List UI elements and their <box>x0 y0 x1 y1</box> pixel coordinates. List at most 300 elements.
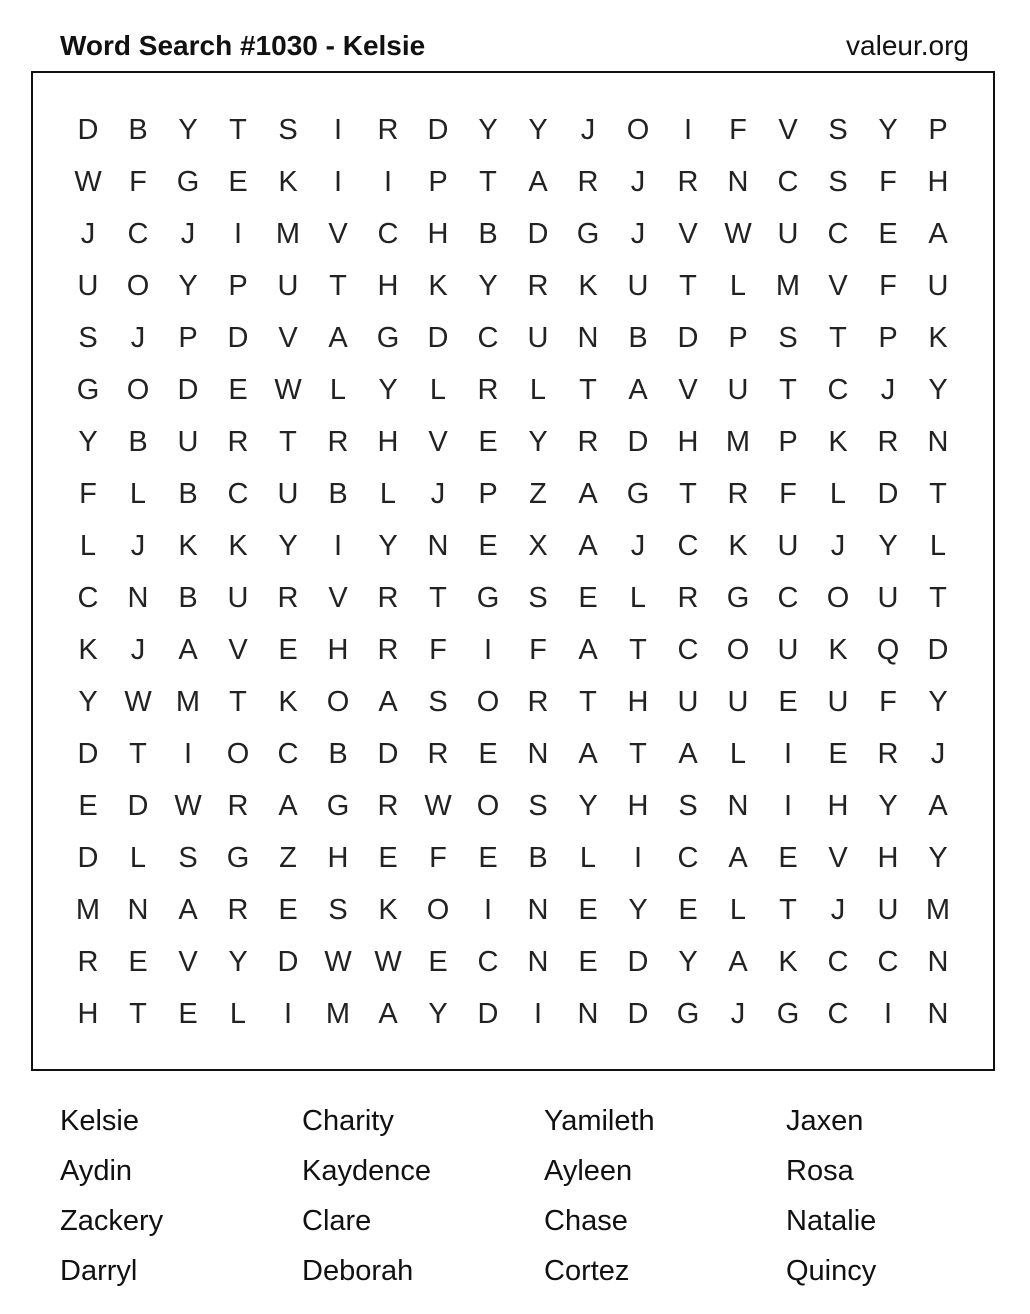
grid-cell[interactable]: N <box>527 893 549 926</box>
grid-cell[interactable]: Y <box>878 789 898 822</box>
grid-cell[interactable]: V <box>178 945 198 978</box>
grid-cell[interactable]: R <box>427 737 449 770</box>
grid-cell[interactable]: O <box>826 581 850 614</box>
grid-cell[interactable]: H <box>877 841 899 874</box>
grid-cell[interactable]: C <box>827 945 849 978</box>
grid-cell[interactable]: I <box>383 165 393 198</box>
grid-cell[interactable]: I <box>783 789 793 822</box>
grid-cell[interactable]: W <box>74 165 102 198</box>
grid-cell[interactable]: C <box>477 945 499 978</box>
grid-cell[interactable]: L <box>129 841 147 874</box>
grid-cell[interactable]: D <box>227 321 249 354</box>
grid-cell[interactable]: V <box>428 425 448 458</box>
grid-cell[interactable]: S <box>278 113 298 146</box>
grid-cell[interactable]: R <box>227 789 249 822</box>
grid-cell[interactable]: B <box>328 477 348 510</box>
grid-cell[interactable]: H <box>327 633 349 666</box>
grid-cell[interactable]: A <box>928 217 948 250</box>
grid-cell[interactable]: D <box>77 113 99 146</box>
grid-cell[interactable]: E <box>478 841 498 874</box>
grid-cell[interactable]: L <box>729 269 747 302</box>
grid-cell[interactable]: K <box>778 945 798 978</box>
grid-cell[interactable]: X <box>528 529 548 562</box>
grid-cell[interactable]: P <box>928 113 948 146</box>
grid-cell[interactable]: R <box>327 425 349 458</box>
grid-cell[interactable]: U <box>227 581 249 614</box>
grid-cell[interactable]: R <box>577 165 599 198</box>
grid-cell[interactable]: O <box>626 113 650 146</box>
grid-cell[interactable]: D <box>427 321 449 354</box>
grid-cell[interactable]: I <box>783 737 793 770</box>
grid-cell[interactable]: G <box>576 217 600 250</box>
grid-cell[interactable]: I <box>333 529 343 562</box>
grid-cell[interactable]: Y <box>528 113 548 146</box>
grid-cell[interactable]: E <box>228 165 248 198</box>
grid-cell[interactable]: Y <box>378 373 398 406</box>
grid-cell[interactable]: H <box>377 269 399 302</box>
grid-cell[interactable]: U <box>827 685 849 718</box>
grid-cell[interactable]: C <box>127 217 149 250</box>
grid-cell[interactable]: N <box>927 425 949 458</box>
grid-cell[interactable]: S <box>78 321 98 354</box>
grid-cell[interactable]: K <box>578 269 598 302</box>
grid-cell[interactable]: D <box>627 945 649 978</box>
grid-cell[interactable]: P <box>728 321 748 354</box>
grid-cell[interactable]: P <box>228 269 248 302</box>
grid-cell[interactable]: A <box>528 165 548 198</box>
grid-cell[interactable]: J <box>430 477 446 510</box>
grid-cell[interactable]: F <box>79 477 97 510</box>
grid-cell[interactable]: R <box>877 425 899 458</box>
grid-cell[interactable]: T <box>929 581 947 614</box>
grid-cell[interactable]: U <box>877 893 899 926</box>
grid-cell[interactable]: Y <box>878 529 898 562</box>
grid-cell[interactable]: L <box>579 841 597 874</box>
grid-cell[interactable]: B <box>178 477 198 510</box>
grid-cell[interactable]: I <box>183 737 193 770</box>
grid-cell[interactable]: E <box>828 737 848 770</box>
grid-cell[interactable]: W <box>424 789 452 822</box>
grid-cell[interactable]: F <box>879 165 897 198</box>
grid-cell[interactable]: T <box>579 685 597 718</box>
grid-cell[interactable]: I <box>333 113 343 146</box>
grid-cell[interactable]: L <box>529 373 547 406</box>
grid-cell[interactable]: A <box>928 789 948 822</box>
grid-cell[interactable]: U <box>627 269 649 302</box>
grid-cell[interactable]: N <box>127 893 149 926</box>
grid-cell[interactable]: V <box>828 269 848 302</box>
grid-cell[interactable]: G <box>226 841 250 874</box>
grid-cell[interactable]: J <box>130 529 146 562</box>
grid-cell[interactable]: V <box>678 373 698 406</box>
grid-cell[interactable]: O <box>726 633 750 666</box>
grid-cell[interactable]: A <box>178 893 198 926</box>
grid-cell[interactable]: L <box>829 477 847 510</box>
grid-cell[interactable]: C <box>827 373 849 406</box>
grid-cell[interactable]: L <box>329 373 347 406</box>
grid-cell[interactable]: S <box>178 841 198 874</box>
grid-cell[interactable]: C <box>477 321 499 354</box>
grid-cell[interactable]: G <box>326 789 350 822</box>
grid-cell[interactable]: R <box>377 633 399 666</box>
grid-cell[interactable]: K <box>728 529 748 562</box>
grid-cell[interactable]: N <box>577 997 599 1030</box>
grid-cell[interactable]: D <box>877 477 899 510</box>
grid-cell[interactable]: C <box>777 165 799 198</box>
grid-cell[interactable]: T <box>929 477 947 510</box>
grid-cell[interactable]: Y <box>478 269 498 302</box>
grid-cell[interactable]: H <box>77 997 99 1030</box>
grid-cell[interactable]: Y <box>78 425 98 458</box>
grid-cell[interactable]: R <box>477 373 499 406</box>
grid-cell[interactable]: J <box>180 217 196 250</box>
grid-cell[interactable]: C <box>677 841 699 874</box>
grid-cell[interactable]: E <box>128 945 148 978</box>
grid-cell[interactable]: R <box>377 789 399 822</box>
grid-cell[interactable]: T <box>279 425 297 458</box>
grid-cell[interactable]: U <box>777 529 799 562</box>
grid-cell[interactable]: U <box>177 425 199 458</box>
grid-cell[interactable]: T <box>579 373 597 406</box>
grid-cell[interactable]: T <box>629 737 647 770</box>
grid-cell[interactable]: U <box>927 269 949 302</box>
grid-cell[interactable]: N <box>527 945 549 978</box>
grid-cell[interactable]: C <box>277 737 299 770</box>
grid-cell[interactable]: S <box>678 789 698 822</box>
grid-cell[interactable]: F <box>429 633 447 666</box>
grid-cell[interactable]: H <box>627 685 649 718</box>
grid-cell[interactable]: U <box>277 477 299 510</box>
grid-cell[interactable]: Y <box>228 945 248 978</box>
grid-cell[interactable]: O <box>126 269 150 302</box>
grid-cell[interactable]: Y <box>378 529 398 562</box>
grid-cell[interactable]: E <box>878 217 898 250</box>
grid-cell[interactable]: V <box>828 841 848 874</box>
grid-cell[interactable]: K <box>78 633 98 666</box>
grid-cell[interactable]: D <box>377 737 399 770</box>
grid-cell[interactable]: R <box>677 581 699 614</box>
grid-cell[interactable]: E <box>478 737 498 770</box>
grid-cell[interactable]: T <box>129 737 147 770</box>
grid-cell[interactable]: U <box>777 217 799 250</box>
grid-cell[interactable]: D <box>277 945 299 978</box>
grid-cell[interactable]: C <box>777 581 799 614</box>
grid-cell[interactable]: C <box>827 217 849 250</box>
grid-cell[interactable]: D <box>677 321 699 354</box>
grid-cell[interactable]: G <box>676 997 700 1030</box>
grid-cell[interactable]: P <box>778 425 798 458</box>
grid-cell[interactable]: Y <box>578 789 598 822</box>
grid-cell[interactable]: C <box>677 529 699 562</box>
grid-cell[interactable]: Y <box>278 529 298 562</box>
grid-cell[interactable]: L <box>79 529 97 562</box>
grid-cell[interactable]: M <box>325 997 351 1030</box>
grid-cell[interactable]: A <box>378 997 398 1030</box>
grid-cell[interactable]: G <box>776 997 800 1030</box>
grid-cell[interactable]: S <box>828 165 848 198</box>
grid-cell[interactable]: T <box>229 113 247 146</box>
grid-cell[interactable]: A <box>578 633 598 666</box>
grid-cell[interactable]: D <box>427 113 449 146</box>
grid-cell[interactable]: A <box>278 789 298 822</box>
grid-cell[interactable]: V <box>228 633 248 666</box>
grid-cell[interactable]: U <box>877 581 899 614</box>
grid-cell[interactable]: F <box>129 165 147 198</box>
grid-cell[interactable]: I <box>233 217 243 250</box>
grid-cell[interactable]: H <box>627 789 649 822</box>
grid-cell[interactable]: N <box>927 945 949 978</box>
grid-cell[interactable]: B <box>528 841 548 874</box>
grid-cell[interactable]: L <box>929 529 947 562</box>
grid-cell[interactable]: E <box>228 373 248 406</box>
grid-cell[interactable]: Y <box>878 113 898 146</box>
grid-cell[interactable]: K <box>278 165 298 198</box>
grid-cell[interactable]: J <box>80 217 96 250</box>
grid-cell[interactable]: G <box>626 477 650 510</box>
grid-cell[interactable]: B <box>628 321 648 354</box>
grid-cell[interactable]: F <box>429 841 447 874</box>
grid-cell[interactable]: R <box>77 945 99 978</box>
grid-cell[interactable]: I <box>683 113 693 146</box>
grid-cell[interactable]: Y <box>928 685 948 718</box>
grid-cell[interactable]: R <box>877 737 899 770</box>
grid-cell[interactable]: J <box>930 737 946 770</box>
grid-cell[interactable]: O <box>326 685 350 718</box>
grid-cell[interactable]: E <box>778 841 798 874</box>
grid-cell[interactable]: S <box>778 321 798 354</box>
grid-cell[interactable]: S <box>328 893 348 926</box>
grid-cell[interactable]: B <box>128 113 148 146</box>
grid-cell[interactable]: G <box>76 373 100 406</box>
grid-cell[interactable]: E <box>578 581 598 614</box>
grid-cell[interactable]: V <box>328 581 348 614</box>
grid-cell[interactable]: W <box>124 685 152 718</box>
grid-cell[interactable]: E <box>178 997 198 1030</box>
grid-cell[interactable]: R <box>227 425 249 458</box>
grid-cell[interactable]: R <box>527 269 549 302</box>
grid-cell[interactable]: I <box>483 633 493 666</box>
grid-cell[interactable]: M <box>75 893 101 926</box>
grid-cell[interactable]: J <box>630 165 646 198</box>
grid-cell[interactable]: K <box>178 529 198 562</box>
grid-cell[interactable]: O <box>476 685 500 718</box>
grid-cell[interactable]: N <box>727 789 749 822</box>
grid-cell[interactable]: L <box>129 477 147 510</box>
grid-cell[interactable]: E <box>678 893 698 926</box>
grid-cell[interactable]: H <box>327 841 349 874</box>
grid-cell[interactable]: L <box>429 373 447 406</box>
grid-cell[interactable]: O <box>126 373 150 406</box>
grid-cell[interactable]: W <box>374 945 402 978</box>
grid-cell[interactable]: H <box>827 789 849 822</box>
grid-cell[interactable]: B <box>128 425 148 458</box>
grid-cell[interactable]: C <box>877 945 899 978</box>
grid-cell[interactable]: M <box>275 217 301 250</box>
grid-cell[interactable]: Y <box>478 113 498 146</box>
grid-cell[interactable]: A <box>728 841 748 874</box>
grid-cell[interactable]: J <box>830 529 846 562</box>
grid-cell[interactable]: R <box>277 581 299 614</box>
grid-cell[interactable]: P <box>178 321 198 354</box>
grid-cell[interactable]: Y <box>178 113 198 146</box>
grid-cell[interactable]: D <box>477 997 499 1030</box>
grid-cell[interactable]: H <box>677 425 699 458</box>
grid-cell[interactable]: J <box>830 893 846 926</box>
grid-cell[interactable]: V <box>778 113 798 146</box>
grid-cell[interactable]: J <box>730 997 746 1030</box>
grid-cell[interactable]: A <box>578 737 598 770</box>
grid-cell[interactable]: A <box>728 945 748 978</box>
grid-cell[interactable]: T <box>429 581 447 614</box>
grid-cell[interactable]: O <box>226 737 250 770</box>
grid-cell[interactable]: H <box>427 217 449 250</box>
grid-cell[interactable]: J <box>580 113 596 146</box>
grid-cell[interactable]: L <box>229 997 247 1030</box>
grid-cell[interactable]: Y <box>78 685 98 718</box>
grid-cell[interactable]: T <box>779 373 797 406</box>
grid-cell[interactable]: J <box>880 373 896 406</box>
grid-cell[interactable]: Y <box>928 841 948 874</box>
grid-cell[interactable]: B <box>328 737 348 770</box>
grid-cell[interactable]: A <box>628 373 648 406</box>
grid-cell[interactable]: U <box>277 269 299 302</box>
grid-cell[interactable]: R <box>377 113 399 146</box>
grid-cell[interactable]: D <box>627 997 649 1030</box>
grid-cell[interactable]: T <box>129 997 147 1030</box>
grid-cell[interactable]: C <box>677 633 699 666</box>
grid-cell[interactable]: E <box>478 529 498 562</box>
grid-cell[interactable]: S <box>828 113 848 146</box>
grid-cell[interactable]: D <box>77 737 99 770</box>
grid-cell[interactable]: O <box>476 789 500 822</box>
grid-cell[interactable]: R <box>677 165 699 198</box>
grid-cell[interactable]: E <box>378 841 398 874</box>
grid-cell[interactable]: K <box>428 269 448 302</box>
grid-cell[interactable]: K <box>828 633 848 666</box>
grid-cell[interactable]: A <box>178 633 198 666</box>
grid-cell[interactable]: P <box>478 477 498 510</box>
grid-cell[interactable]: G <box>376 321 400 354</box>
grid-cell[interactable]: N <box>927 997 949 1030</box>
grid-cell[interactable]: A <box>578 529 598 562</box>
grid-cell[interactable]: N <box>427 529 449 562</box>
grid-cell[interactable]: N <box>727 165 749 198</box>
grid-cell[interactable]: U <box>677 685 699 718</box>
grid-cell[interactable]: E <box>578 893 598 926</box>
grid-cell[interactable]: M <box>925 893 951 926</box>
grid-cell[interactable]: R <box>527 685 549 718</box>
grid-cell[interactable]: V <box>278 321 298 354</box>
grid-cell[interactable]: I <box>283 997 293 1030</box>
grid-cell[interactable]: C <box>77 581 99 614</box>
grid-cell[interactable]: F <box>879 685 897 718</box>
grid-cell[interactable]: W <box>324 945 352 978</box>
grid-cell[interactable]: U <box>727 685 749 718</box>
grid-cell[interactable]: D <box>177 373 199 406</box>
grid-cell[interactable]: E <box>278 633 298 666</box>
grid-cell[interactable]: Y <box>678 945 698 978</box>
grid-cell[interactable]: W <box>174 789 202 822</box>
grid-cell[interactable]: Y <box>628 893 648 926</box>
grid-cell[interactable]: D <box>627 425 649 458</box>
grid-cell[interactable]: Q <box>876 633 900 666</box>
grid-cell[interactable]: K <box>828 425 848 458</box>
grid-cell[interactable]: F <box>729 113 747 146</box>
grid-cell[interactable]: D <box>127 789 149 822</box>
grid-cell[interactable]: I <box>333 165 343 198</box>
grid-cell[interactable]: I <box>533 997 543 1030</box>
grid-cell[interactable]: Y <box>528 425 548 458</box>
grid-cell[interactable]: W <box>274 373 302 406</box>
grid-cell[interactable]: E <box>578 945 598 978</box>
grid-cell[interactable]: N <box>527 737 549 770</box>
grid-cell[interactable]: R <box>577 425 599 458</box>
grid-cell[interactable]: B <box>478 217 498 250</box>
grid-cell[interactable]: Y <box>428 997 448 1030</box>
grid-cell[interactable]: J <box>130 321 146 354</box>
grid-cell[interactable]: O <box>426 893 450 926</box>
grid-cell[interactable]: T <box>629 633 647 666</box>
grid-cell[interactable]: Z <box>529 477 547 510</box>
grid-cell[interactable]: D <box>927 633 949 666</box>
grid-cell[interactable]: T <box>329 269 347 302</box>
grid-cell[interactable]: M <box>175 685 201 718</box>
grid-cell[interactable]: E <box>278 893 298 926</box>
grid-cell[interactable]: C <box>827 997 849 1030</box>
grid-cell[interactable]: J <box>630 529 646 562</box>
grid-cell[interactable]: M <box>725 425 751 458</box>
grid-cell[interactable]: P <box>878 321 898 354</box>
grid-cell[interactable]: I <box>633 841 643 874</box>
grid-cell[interactable]: D <box>77 841 99 874</box>
grid-cell[interactable]: R <box>227 893 249 926</box>
grid-cell[interactable]: V <box>678 217 698 250</box>
grid-cell[interactable]: R <box>377 581 399 614</box>
grid-cell[interactable]: K <box>228 529 248 562</box>
grid-cell[interactable]: F <box>879 269 897 302</box>
grid-cell[interactable]: G <box>476 581 500 614</box>
grid-cell[interactable]: T <box>679 269 697 302</box>
grid-cell[interactable]: B <box>178 581 198 614</box>
grid-cell[interactable]: M <box>775 269 801 302</box>
grid-cell[interactable]: F <box>779 477 797 510</box>
grid-cell[interactable]: S <box>528 581 548 614</box>
grid-cell[interactable]: T <box>779 893 797 926</box>
grid-cell[interactable]: W <box>724 217 752 250</box>
grid-cell[interactable]: Z <box>279 841 297 874</box>
grid-cell[interactable]: T <box>479 165 497 198</box>
grid-cell[interactable]: L <box>379 477 397 510</box>
grid-cell[interactable]: Y <box>178 269 198 302</box>
grid-cell[interactable]: R <box>727 477 749 510</box>
grid-cell[interactable]: E <box>78 789 98 822</box>
grid-cell[interactable]: N <box>127 581 149 614</box>
grid-cell[interactable]: T <box>829 321 847 354</box>
grid-cell[interactable]: E <box>478 425 498 458</box>
grid-cell[interactable]: U <box>77 269 99 302</box>
grid-cell[interactable]: H <box>377 425 399 458</box>
grid-cell[interactable]: N <box>577 321 599 354</box>
grid-cell[interactable]: L <box>629 581 647 614</box>
grid-cell[interactable]: H <box>927 165 949 198</box>
grid-cell[interactable]: A <box>578 477 598 510</box>
grid-cell[interactable]: G <box>176 165 200 198</box>
grid-cell[interactable]: D <box>527 217 549 250</box>
grid-cell[interactable]: Y <box>928 373 948 406</box>
grid-cell[interactable]: G <box>726 581 750 614</box>
grid-cell[interactable]: U <box>727 373 749 406</box>
grid-cell[interactable]: U <box>527 321 549 354</box>
